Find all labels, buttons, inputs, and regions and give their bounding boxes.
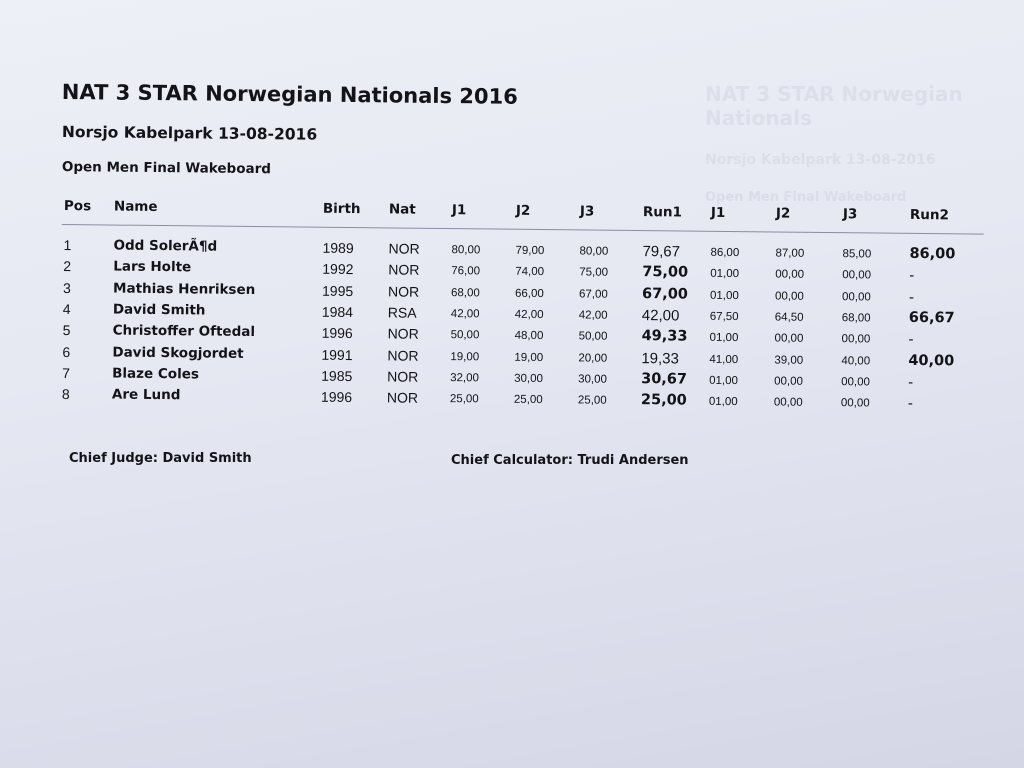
cell-run2-judge1: 01,00 <box>710 268 740 281</box>
cell-name: Lars Holte <box>113 258 192 276</box>
cell-pos: 1 <box>63 237 72 254</box>
cell-run1-judge3: 67,00 <box>578 288 608 301</box>
cell-run2-judge3: 00,00 <box>841 375 870 389</box>
header-run2-judge1: J1 <box>710 204 726 221</box>
cell-run1-judge2: 79,00 <box>515 244 545 258</box>
cell-run1-judge1: 80,00 <box>451 244 481 257</box>
cell-run1-judge3: 80,00 <box>579 245 609 258</box>
header-pos: Pos <box>63 198 92 215</box>
cell-run1-judge1: 42,00 <box>450 307 480 321</box>
event-name: Open Men Final Wakeboard <box>61 159 272 178</box>
show-through-location: Norsjo Kabelpark 13-08-2016 <box>705 152 936 168</box>
cell-run1-score: 67,00 <box>641 285 689 303</box>
header-name: Name <box>113 198 158 216</box>
cell-run1-judge3: 20,00 <box>578 351 608 365</box>
cell-nationality: NOR <box>388 240 420 257</box>
cell-run1-judge1: 19,00 <box>450 350 480 363</box>
chief-judge: Chief Judge: David Smith <box>69 451 252 466</box>
cell-run2-judge1: 01,00 <box>709 331 739 345</box>
cell-birth: 1996 <box>321 324 353 342</box>
cell-pos: 7 <box>62 364 71 381</box>
cell-nationality: NOR <box>387 368 419 385</box>
cell-run1-score: 79,67 <box>642 243 681 261</box>
cell-name: Odd SolerÃ¶d <box>113 237 218 255</box>
cell-run1-judge2: 19,00 <box>514 351 544 364</box>
cell-nationality: NOR <box>387 283 420 300</box>
cell-run1-judge2: 74,00 <box>515 266 545 279</box>
chief-calculator: Chief Calculator: Trudi Andersen <box>451 453 689 468</box>
cell-birth: 1995 <box>321 282 354 299</box>
cell-run1-judge1: 76,00 <box>451 265 481 278</box>
cell-run2-score: - <box>909 267 915 285</box>
cell-run1-score: 75,00 <box>642 264 689 281</box>
header-run1-judge3: J3 <box>579 203 595 220</box>
cell-run1-judge3: 75,00 <box>579 266 609 280</box>
cell-run2-judge1: 01,00 <box>709 289 739 302</box>
cell-run2-judge3: 00,00 <box>841 333 871 346</box>
cell-run2-score: - <box>908 331 914 349</box>
cell-run1-judge1: 32,00 <box>450 371 480 385</box>
cell-pos: 6 <box>62 343 71 360</box>
cell-name: David Skogjordet <box>112 344 244 362</box>
cell-run2-judge3: 68,00 <box>841 312 871 325</box>
cell-run1-score: 19,33 <box>641 349 680 367</box>
location-date: Norsjo Kabelpark 13-08-2016 <box>61 123 318 144</box>
header-run2-judge2: J2 <box>775 205 791 222</box>
cell-run2-score: - <box>908 373 914 391</box>
cell-run2-judge1: 01,00 <box>709 374 738 387</box>
cell-name: Blaze Coles <box>112 365 200 383</box>
cell-run1-judge1: 25,00 <box>449 393 479 406</box>
cell-run2-judge2: 00,00 <box>774 290 804 303</box>
cell-run1-judge2: 48,00 <box>514 329 544 343</box>
cell-run1-judge3: 42,00 <box>578 309 608 322</box>
cell-name: David Smith <box>112 301 206 319</box>
cell-run1-judge3: 25,00 <box>577 394 607 407</box>
show-through-event: Open Men Final Wakeboard <box>705 190 907 205</box>
header-run1-score: Run1 <box>642 204 683 221</box>
cell-run2-judge2: 39,00 <box>774 353 804 367</box>
cell-run2-score: - <box>907 394 914 413</box>
cell-run2-judge3: 00,00 <box>842 269 872 282</box>
cell-birth: 1985 <box>321 367 353 384</box>
cell-run2-score: 86,00 <box>909 245 956 263</box>
cell-pos: 5 <box>62 322 71 339</box>
cell-run2-judge1: 41,00 <box>709 353 739 366</box>
cell-birth: 1991 <box>321 346 353 363</box>
show-through-title: NAT 3 STAR Norwegian Nationals <box>705 82 963 130</box>
cell-pos: 8 <box>61 386 70 403</box>
cell-run1-judge3: 30,00 <box>578 373 607 386</box>
cell-pos: 2 <box>63 258 72 275</box>
cell-run1-judge2: 25,00 <box>513 393 543 407</box>
cell-run1-score: 25,00 <box>640 392 687 409</box>
cell-nationality: NOR <box>387 325 419 342</box>
cell-run1-judge2: 30,00 <box>514 372 543 385</box>
header-run2-judge3: J3 <box>842 206 858 223</box>
cell-run1-judge3: 50,00 <box>578 330 608 343</box>
cell-run2-score: - <box>908 288 915 306</box>
cell-birth: 1989 <box>322 239 354 257</box>
cell-run1-score: 49,33 <box>641 328 688 345</box>
cell-birth: 1984 <box>321 303 354 320</box>
cell-run2-judge2: 00,00 <box>774 375 803 388</box>
cell-name: Mathias Henriksen <box>112 280 256 298</box>
cell-nationality: NOR <box>388 261 420 279</box>
cell-run2-judge2: 00,00 <box>775 268 805 282</box>
header-birth: Birth <box>322 200 361 218</box>
cell-run2-judge1: 67,50 <box>709 310 739 323</box>
header-run1-judge2: J2 <box>515 202 531 219</box>
cell-nationality: RSA <box>387 304 417 321</box>
cell-run2-judge1: 01,00 <box>708 395 738 409</box>
cell-name: Christoffer Oftedal <box>112 322 256 341</box>
cell-nationality: NOR <box>387 346 419 364</box>
cell-run2-judge2: 87,00 <box>775 247 805 260</box>
cell-run1-judge1: 50,00 <box>450 329 480 342</box>
header-run1-judge1: J1 <box>451 202 467 219</box>
cell-run2-score: 40,00 <box>908 352 955 369</box>
cell-run1-score: 42,00 <box>641 306 680 325</box>
cell-nationality: NOR <box>386 389 419 406</box>
cell-run2-judge1: 86,00 <box>710 246 740 260</box>
cell-run2-judge3: 00,00 <box>841 290 871 304</box>
cell-run2-judge2: 00,00 <box>773 396 803 409</box>
cell-run2-judge2: 00,00 <box>774 332 804 345</box>
cell-name: Are Lund <box>111 386 181 404</box>
cell-run2-judge3: 85,00 <box>842 248 872 261</box>
cell-run1-judge2: 42,00 <box>514 308 544 321</box>
cell-run1-score: 30,67 <box>641 370 688 388</box>
header-nationality: Nat <box>388 201 416 218</box>
cell-run1-judge2: 66,00 <box>514 287 544 300</box>
cell-run2-judge3: 40,00 <box>841 354 871 367</box>
cell-run2-judge2: 64,50 <box>774 311 804 324</box>
cell-pos: 3 <box>62 279 71 296</box>
cell-pos: 4 <box>62 300 71 317</box>
cell-run2-judge3: 00,00 <box>840 397 870 410</box>
document-title: NAT 3 STAR Norwegian Nationals 2016 <box>61 80 518 109</box>
cell-birth: 1996 <box>320 388 353 406</box>
cell-run2-score: 66,67 <box>908 309 955 327</box>
cell-birth: 1992 <box>322 261 354 278</box>
cell-run1-judge1: 68,00 <box>450 286 480 299</box>
header-rule <box>62 224 984 235</box>
header-run2-score: Run2 <box>909 206 949 224</box>
